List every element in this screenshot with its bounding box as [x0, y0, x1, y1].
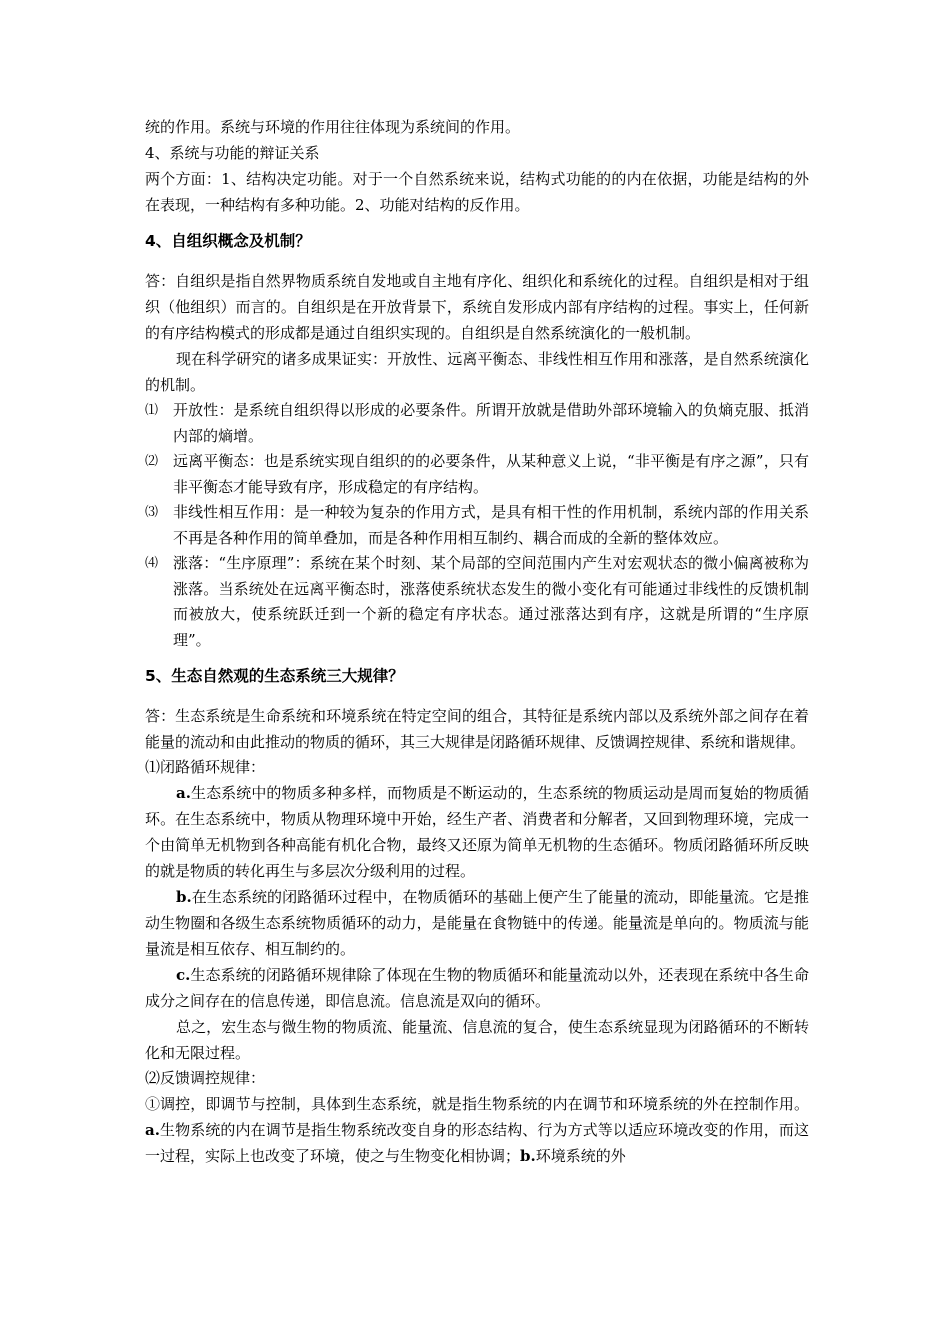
summary-paragraph: 总之，宏生态与微生物的物质流、能量流、信息流的复合，使生态系统显现为闭路循环的不断转化和无限过程。	[145, 1018, 809, 1062]
question-heading-4: 4、自组织概念及机制？	[145, 232, 311, 250]
paragraph-text: 生物系统的内在调节是指生物系统改变自身的形态结构、行为方式等以适应环境改变的作用，而这一过程，实际上也改变了环境，使之与生物变化相协调；	[145, 1121, 809, 1165]
marker: b.	[520, 1147, 536, 1165]
list-number: ⑴	[145, 403, 159, 418]
list-text: 远离平衡态：也是系统实现自组织的的必要条件，从某种意义上说，“非平衡是有序之源”，只有非平衡态才能导致有序，形成稳定的有序结构。	[173, 452, 809, 496]
subsection-title: 4、系统与功能的辩证关系	[145, 144, 320, 162]
list-number: ⑵	[145, 454, 159, 469]
list-text: 开放性：是系统自组织得以形成的必要条件。所谓开放就是借助外部环境输入的负熵克服、抵消内部的熵增。	[173, 401, 809, 445]
answer-paragraph: 答：自组织是指自然界物质系统自发地或自主地有序化、组织化和系统化的过程。自组织是相对于组织（他组织）而言的。自组织是在开放背景下，系统自发形成内部有序结构的过程。事实上，任何新的有序结构模式的形成都是通过自组织实现的。自组织是自然系统演化的一般机制。	[145, 272, 809, 342]
intro-paragraph: 现在科学研究的诸多成果证实：开放性、远离平衡态、非线性相互作用和涨落，是自然系统演化的机制。	[145, 350, 809, 394]
paragraph: 两个方面：1、结构决定功能。对于一个自然系统来说，结构式功能的的内在依据，功能是结构的外在表现，一种结构有多种功能。2、功能对结构的反作用。	[145, 170, 809, 214]
list-item	[145, 449, 809, 500]
subsection-title: ⑴闭路循环规律：	[145, 758, 266, 776]
list-text: 涨落：“生序原理”：系统在某个时刻、某个局部的空间范围内产生对宏观状态的微小偏离被称为涨落。当系统处在远离平衡态时，涨落使系统状态发生的微小变化有可能通过非线性的反馈机制而被放大，使系统跃迁到一个新的稳定有序状态。通过涨落达到有序，这就是所谓的“生序原理”。	[173, 554, 809, 649]
marker: a.	[176, 784, 191, 802]
marker: b.	[176, 888, 192, 906]
paragraph-text: 环境系统的外	[535, 1147, 626, 1165]
list-item	[145, 398, 809, 449]
paragraph-text: ①调控，即调节与控制，具体到生态系统，就是指生物系统的内在调节和环境系统的外在控制作用。	[145, 1095, 809, 1113]
paragraph-text: 生态系统的闭路循环规律除了体现在生物的物质循环和能量流动以外，还表现在系统中各生命成分之间存在的信息传递，即信息流。信息流是双向的循环。	[145, 966, 809, 1010]
list-number: ⑷	[145, 556, 159, 571]
list-item	[145, 500, 809, 551]
list-number: ⑶	[145, 505, 159, 520]
paragraph-text: 生态系统中的物质多种多样，而物质是不断运动的，生态系统的物质运动是周而复始的物质循环。在生态系统中，物质从物理环境中开始，经生产者、消费者和分解者，又回到物理环境，完成一个由简单无机物到各种高能有机化合物，最终又还原为简单无机物的生态循环。物质闭路循环所反映的就是物质的转化再生与多层次分级利用的过程。	[145, 784, 809, 880]
paragraph-a	[145, 780, 809, 884]
paragraph-control	[145, 1091, 809, 1169]
marker: c.	[176, 966, 191, 984]
text-line: 统的作用。系统与环境的作用往往体现为系统间的作用。	[145, 118, 521, 136]
paragraph-b	[145, 884, 809, 962]
subsection-title: ⑵反馈调控规律：	[145, 1069, 266, 1087]
document-page	[145, 114, 809, 1169]
list-item	[145, 551, 809, 653]
marker: a.	[145, 1121, 160, 1139]
paragraph-c	[145, 962, 809, 1014]
question-heading-5: 5、生态自然观的生态系统三大规律？	[145, 667, 404, 685]
list-text: 非线性相互作用：是一种较为复杂的作用方式，是具有相干性的作用机制，系统内部的作用关系不再是各种作用的简单叠加，而是各种作用相互制约、耦合而成的全新的整体效应。	[173, 503, 809, 547]
answer-paragraph: 答：生态系统是生命系统和环境系统在特定空间的组合，其特征是系统内部以及系统外部之间存在着能量的流动和由此推动的物质的循环，其三大规律是闭路循环规律、反馈调控规律、系统和谐规律。	[145, 707, 809, 751]
paragraph-text: 在生态系统的闭路循环过程中，在物质循环的基础上便产生了能量的流动，即能量流。它是推动生物圈和各级生态系统物质循环的动力，是能量在食物链中的传递。能量流是单向的。物质流与能量流是相互依存、相互制约的。	[145, 888, 809, 958]
